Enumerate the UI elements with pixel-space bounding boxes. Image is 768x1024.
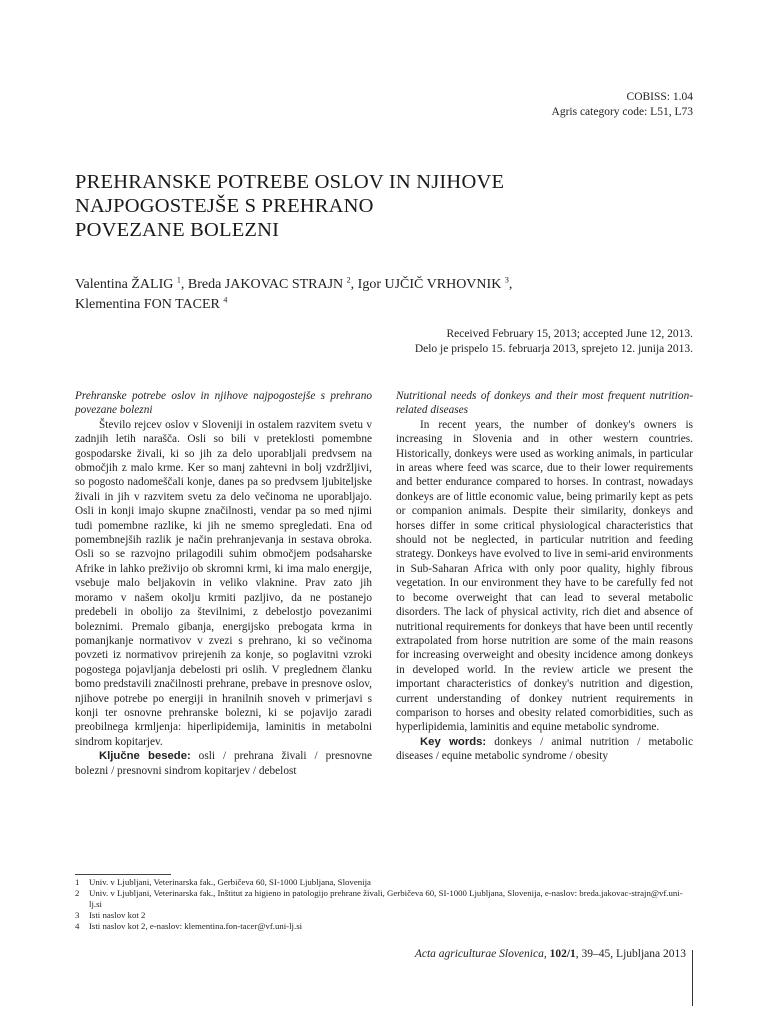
journal-reference: [415, 948, 686, 960]
author-name: , Igor UJČIČ VRHOVNIK: [350, 277, 502, 292]
classification-codes: [552, 90, 693, 120]
keywords: [75, 749, 372, 778]
footnote: [75, 921, 695, 932]
keywords-text: donkeys / animal nutrition / metabolic diseases / equine metabolic syndrome / obesity: [396, 735, 693, 763]
footnote: [75, 877, 695, 888]
title-line: POVEZANE BOLEZNI: [75, 219, 280, 241]
affiliation-mark: 4: [223, 295, 228, 305]
keywords: [396, 735, 693, 764]
abstract-english: [396, 389, 693, 764]
footnote-text: Univ. v Ljubljani, Veterinarska fak., Inštitut za higieno in patologijo prehrane živali, Gerbičeva 60, SI-1000 Ljubljana, Slovenija, e-naslov: breda.jakovac-strajn@vf.uni-lj.si: [89, 888, 683, 909]
title-line: PREHRANSKE POTREBE OSLOV IN NJIHOVE: [75, 171, 505, 193]
footnote-number: 1: [75, 877, 80, 887]
keywords-text: osli / prehrana živali / presnovne bolezni / presnovni sindrom kopitarjev / debelost: [75, 750, 372, 777]
affiliation-mark: 2: [346, 275, 351, 285]
footnote: [75, 888, 695, 910]
abstract-slovene: [75, 389, 372, 778]
received-sl: Delo je prispelo 15. februarja 2013, sprejeto 12. junija 2013.: [414, 343, 693, 355]
journal-name: Acta agriculturae Slovenica: [414, 948, 544, 960]
abstract-heading: Nutritional needs of donkeys and their most frequent nutrition-related diseases: [396, 390, 693, 417]
author-line: [75, 295, 695, 315]
received-dates: [415, 327, 693, 357]
footnote-divider: [75, 874, 171, 875]
journal-separator: ,: [543, 948, 550, 960]
affiliation-mark: 3: [504, 275, 509, 285]
agris-code: Agris category code: L51, L73: [551, 106, 693, 118]
author-list: [75, 275, 695, 315]
page-edge-rule: [692, 950, 693, 1006]
footnote-number: 2: [75, 888, 80, 898]
keywords-label: Ključne besede:: [99, 750, 191, 763]
author-name: Valentina ŽALIG: [75, 277, 174, 292]
cobiss-code: COBISS: 1.04: [626, 91, 693, 103]
footnote-text: Isti naslov kot 2, e-naslov: klementina.fon-tacer@vf.uni-lj.si: [89, 921, 303, 931]
abstract-heading: Prehranske potrebe oslov in njihove najpogostejše s prehrano povezane bolezni: [75, 390, 372, 417]
received-en: Received February 15, 2013; accepted June 12, 2013.: [446, 328, 693, 340]
author-line: [75, 275, 695, 295]
author-separator: ,: [508, 277, 513, 292]
author-name: , Breda JAKOVAC STRAJN: [180, 277, 344, 292]
abstract-body: In recent years, the number of donkey's owners is increasing in Slovenia and in other western countries. Historically, donkeys were used as working animals, in particular in areas where feed was scarce, due to their lower requirements and better endurance compared to horses. In contrast, nowadays donkeys are of little economic value, being primarily kept as pets or companion animals. Despite their similarity, donkeys and horses differ in some critical physiological characteristics that should not be neglected, in particular nutrition and feeding strategy. Donkeys have evolved to live in semi-arid environments in Sub-Saharan Africa with only poor quality, highly fibrous vegetation. In our environment they have to be carefully fed not to become overweight that can lead to several metabolic disorders. The lack of physical activity, rich diet and absence of nutritional requirements for donkeys that have been until recently extrapolated from horse nutrition are some of the main reasons for increasing overweight and obesity incidence among donkeys in developed world. In the review article we present the important characteristics of donkey's nutrition and digestion, current understanding of donkey nutrient requirements in comparison to horses and obesity related comorbidities, such as hyperlipidemia, laminitis and equine metabolic syndrome.: [396, 418, 693, 734]
footnotes: [75, 877, 695, 932]
affiliation-mark: 1: [176, 275, 181, 285]
paper-title: [75, 170, 504, 242]
keywords-label: Key words:: [420, 735, 487, 748]
footnote-number: 3: [75, 910, 80, 920]
footnote: [75, 910, 695, 921]
journal-pages: , 39–45, Ljubljana 2013: [575, 948, 686, 960]
journal-volume: 102/1: [549, 948, 576, 960]
author-name: Klementina FON TACER: [75, 297, 220, 312]
footnote-number: 4: [75, 921, 80, 931]
title-line: NAJPOGOSTEJŠE S PREHRANO: [75, 195, 374, 217]
footnote-text: Isti naslov kot 2: [89, 910, 146, 920]
abstract-body: Število rejcev oslov v Sloveniji in ostalem razvitem svetu v zadnjih letih narašča. Osli so bili v preteklosti pomembne gospodarske živali, ki so jih za delo uporabljali predvsem na območjih z malo krme. Ker so manj zahtevni in bolj vzdržljivi, so pogosto nadomeščali konje, danes pa so predvsem ljubiteljske živali in jih v razvitem svetu za delo večinoma ne uporabljajo. Osli in konji imajo skupne značilnosti, vendar pa so med njimi tudi pomembne razlike, ki jih ne smemo spregledati. Ena od pomembnejših razlik je način prehranjevanja in sestava obroka. Osli so se razvojno prilagodili suhim območjem podsaharske Afrike in lahko preživijo ob skromni krmi, ki ima malo energije, vsebuje malo beljakovin in veliko vlaknine. Prav zato jih moramo v našem okolju krmiti pazljivo, da ne postanejo predebeli in obolijo za številnimi, z debelostjo povezanimi boleznimi. Premalo gibanja, energijsko prebogata krma in pomanjkanje normativov v zvezi s prehrano, ki so večinoma povzeti iz normativov prirejenih za konje, so poglavitni vzroki pogostega pojavljanja debelosti pri oslih. V preglednem članku bomo predstavili značilnosti prehrane, prebave in presnove oslov, njihove potrebe po energiji in hranilnih snoveh v primerjavi s konji ter osnovne prehranske bolezni, ki se pojavijo zaradi preobilnega krmljenja: hiperlipidemija, laminitis in metabolni sindrom kopitarjev.: [75, 418, 372, 748]
footnote-text: Univ. v Ljubljani, Veterinarska fak., Gerbičeva 60, SI-1000 Ljubljana, Slovenija: [89, 877, 371, 887]
